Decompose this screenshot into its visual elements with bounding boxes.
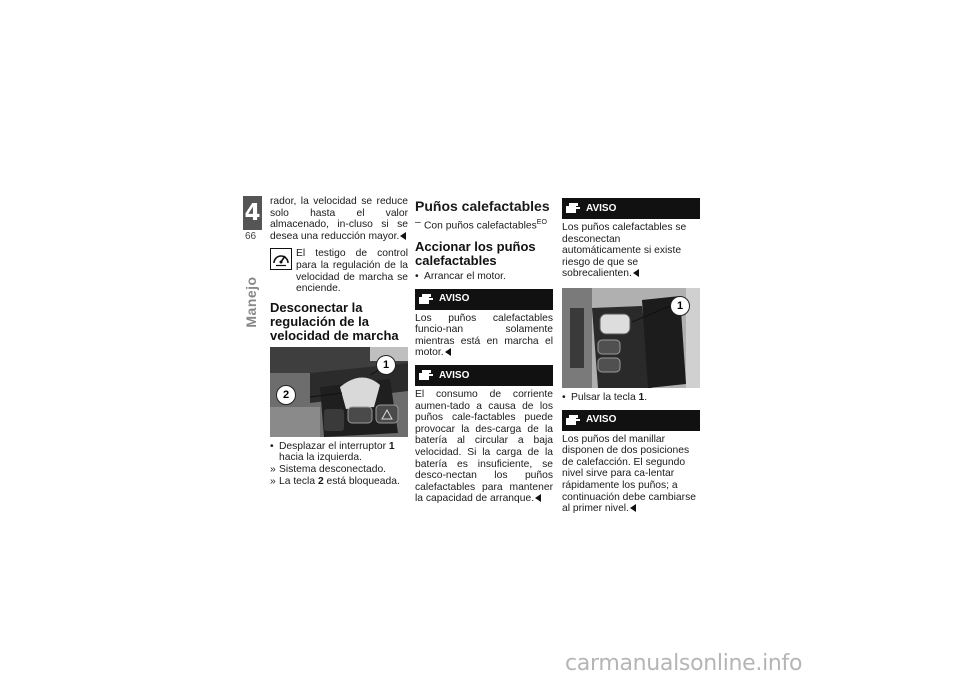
heated-grip-button-photo — [562, 288, 700, 388]
aviso-label: AVISO — [586, 202, 617, 214]
indicator-note — [270, 248, 408, 294]
step-marker: • — [270, 440, 274, 452]
hand-warning-icon — [419, 294, 433, 305]
step-3 — [270, 476, 408, 488]
option-superscript: EO — [536, 219, 547, 226]
aviso-label: AVISO — [439, 369, 470, 381]
handlebar-switch-photo — [270, 347, 408, 437]
step-marker: » — [270, 475, 276, 487]
step-marker: » — [270, 463, 276, 475]
photo-callout-2: 2 — [276, 385, 296, 405]
hand-warning-icon — [566, 203, 580, 214]
page-number: 66 — [245, 231, 257, 242]
speedometer-control-icon — [270, 248, 292, 270]
option-text: Con puños calefactables$^{EO}$ — [424, 219, 547, 232]
photo-callout-1: 1 — [376, 355, 396, 375]
bullet-press-key — [562, 392, 700, 404]
step-1 — [270, 441, 408, 464]
chapter-side-title: Manejo — [243, 276, 259, 328]
bullet-marker: • — [562, 391, 566, 403]
step-2 — [270, 464, 408, 476]
triangle-end-icon — [630, 504, 636, 512]
section-heading-disconnect: Desconectar la regulación de la velocidad de marcha — [270, 299, 399, 343]
aviso-label: AVISO — [586, 414, 617, 426]
watermark-text: carmanualsonline.info — [565, 651, 803, 676]
column-3 — [562, 198, 700, 515]
step-text: Desplazar el interruptor 1 hacia la izquierda. — [279, 440, 395, 464]
aviso-text-3: Los puños calefactables se desconectan automáticamente si existe riesgo de que se sobrecalienten. — [562, 222, 687, 280]
bullet-start-engine — [415, 271, 553, 283]
indicator-text: El testigo de control para la regulación de la velocidad de marcha se enciende. — [296, 248, 408, 295]
hand-warning-icon — [419, 370, 433, 381]
aviso-text-2: El consumo de corriente aumen-tado a causa de los puños cale-factables puede provocar la des-carga de la batería al circular a baja velocidad. Si la carga de la batería es insuficiente, se desco-nectan los puños calefactables para mantener la capacidad de arranque. — [415, 388, 553, 505]
triangle-end-icon — [535, 494, 541, 502]
column-2 — [415, 198, 553, 505]
step-text: Sistema desconectado. — [279, 463, 387, 475]
aviso-label: AVISO — [439, 293, 470, 305]
bullet-text: Arrancar el motor. — [424, 271, 506, 283]
aviso-bar-1 — [415, 289, 553, 310]
photo-callout-1: 1 — [670, 296, 690, 316]
aviso-bar-2 — [415, 365, 553, 386]
column-1 — [270, 196, 408, 487]
aviso-text-4: Los puños del manillar disponen de dos posiciones de calefacción. El segundo nivel sirve para ca-lentar rápidamente los puños; a continuación debe cambiarse al primer nivel. — [562, 433, 696, 515]
bullet-text: Pulsar la tecla 1. — [571, 391, 648, 403]
option-marker: – — [415, 217, 421, 228]
step-text: La tecla 2 está bloqueada. — [279, 475, 400, 487]
intro-paragraph: rador, la velocidad se reduce solo hasta el valor almacenado, in-cluso si se desea una reducción mayor. — [270, 196, 408, 242]
triangle-end-icon — [445, 348, 451, 356]
aviso-text-1: Los puños calefactables funcio-nan solamente mientras está en marcha el motor. — [415, 312, 553, 359]
subheading-operate-grips: Accionar los puños calefactables — [415, 239, 536, 269]
aviso-bar-3 — [562, 198, 700, 219]
bullet-marker: • — [415, 271, 419, 283]
hand-warning-icon — [566, 415, 580, 426]
aviso-bar-4 — [562, 410, 700, 431]
triangle-end-icon — [400, 232, 406, 240]
section-title-heated-grips: Puños calefactables — [415, 198, 550, 214]
chapter-number-box: 4 — [243, 196, 262, 230]
option-line — [415, 217, 553, 232]
triangle-end-icon — [633, 269, 639, 277]
